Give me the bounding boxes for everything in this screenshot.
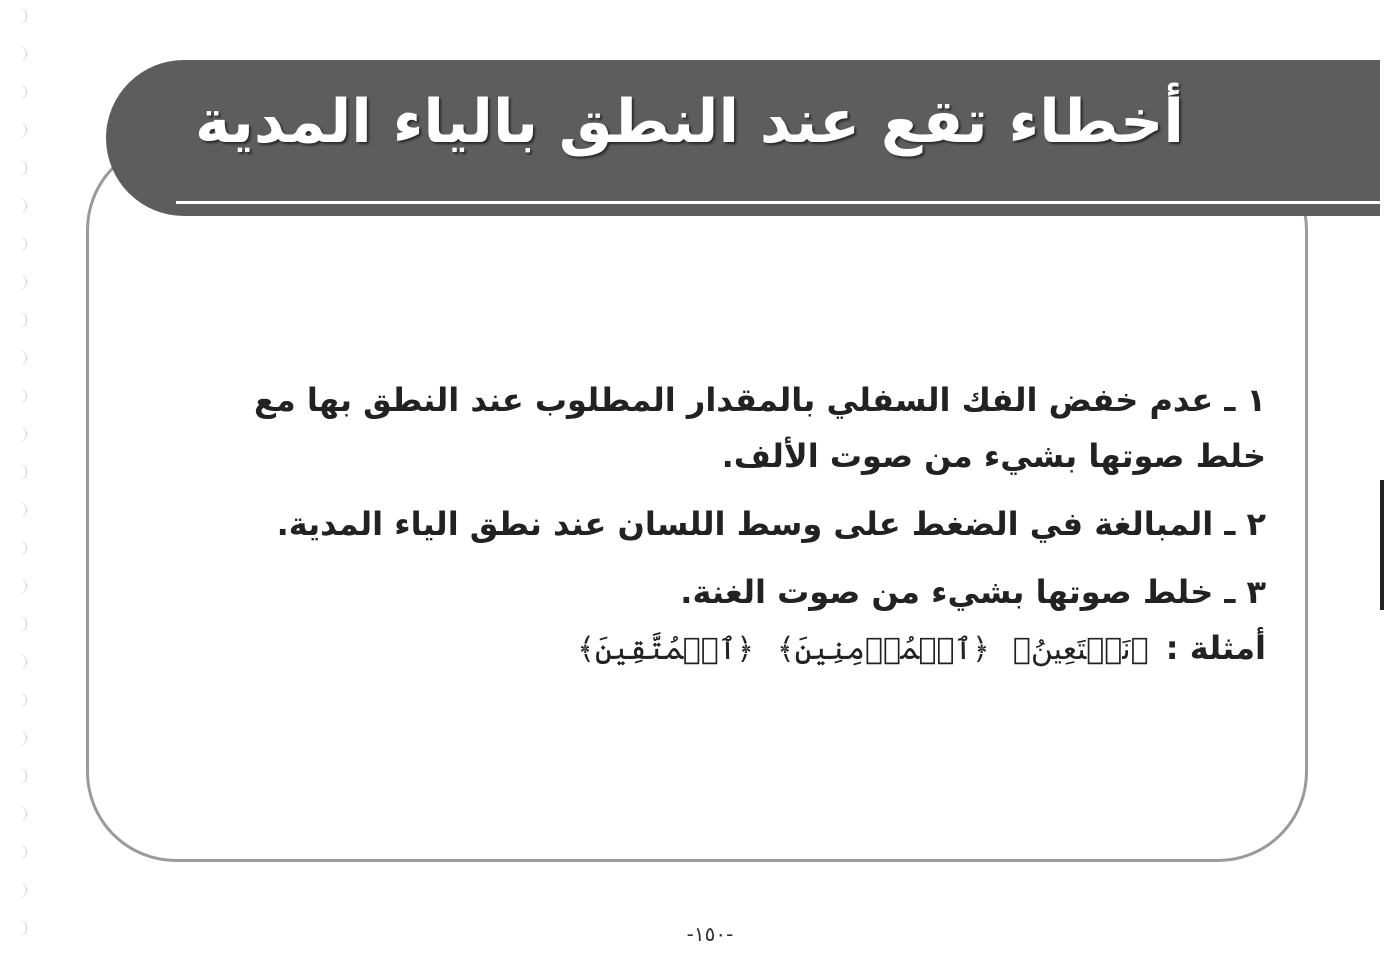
examples-line — [191, 620, 1266, 678]
edge-mark — [1380, 480, 1384, 610]
examples-label: أمثلة : — [1165, 629, 1266, 667]
page-number: -١٥٠- — [686, 922, 734, 946]
example-word-3: ﴿ٱلۡمُتَّقِينَ﴾ — [577, 632, 754, 667]
page-title: أخطاء تقع عند النطق بالياء المدية — [194, 87, 1184, 157]
rule-item-2: ٢ ـ المبالغة في الضغط على وسط اللسان عند نطق الياء المدية. — [276, 505, 1266, 543]
rule-item-1: ١ ـ عدم خفض الفك السفلي بالمقدار المطلوب عند النطق بها مع خلط صوتها بشيء من صوت الألف. — [254, 381, 1266, 475]
title-underline — [176, 201, 1380, 204]
binding-holes — [0, 0, 40, 973]
example-word-2: ﴿ٱلۡمُؤۡمِنِينَ﴾ — [777, 632, 990, 667]
rule-item-3: ٣ ـ خلط صوتها بشيء من صوت الغنة. — [680, 573, 1266, 611]
example-word-1: ﴿نَسۡتَعِينُ﴾ — [1012, 632, 1149, 667]
rules-list — [191, 372, 1266, 678]
